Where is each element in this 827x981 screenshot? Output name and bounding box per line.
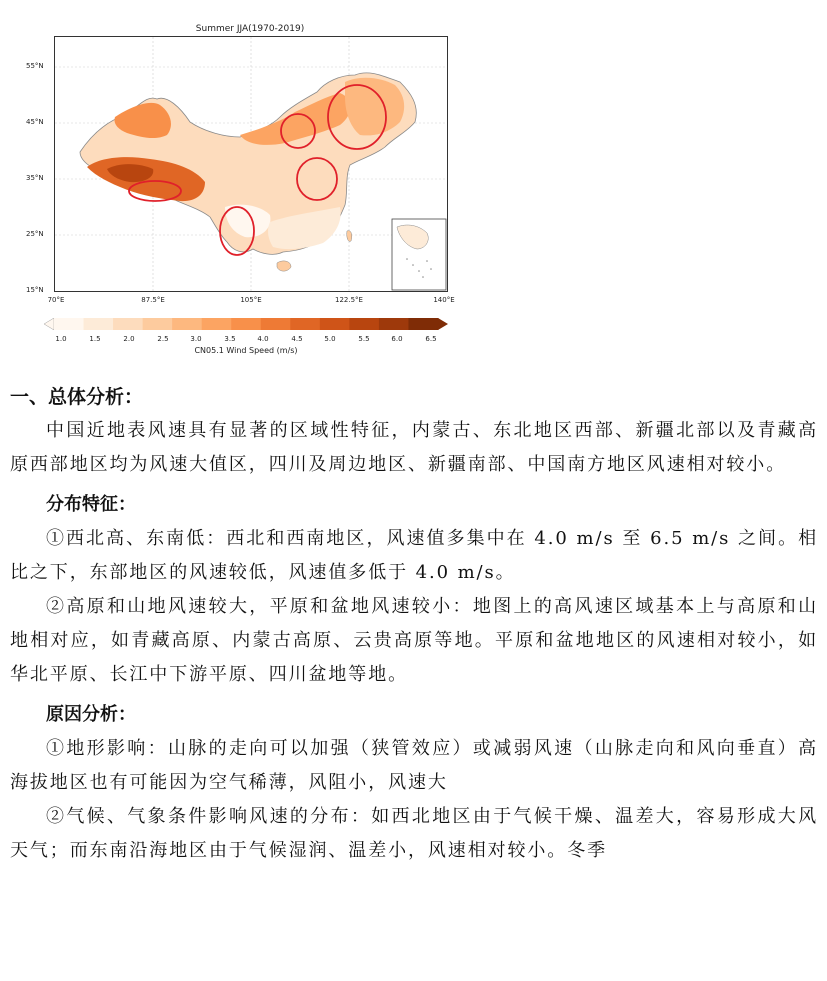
colorbar-tick: 1.0 — [55, 335, 67, 343]
x-tick-122-5: 122.5°E — [335, 296, 363, 304]
map-title: Summer JJA(1970-2019) — [195, 24, 305, 34]
colorbar-cell — [202, 318, 232, 330]
colorbar-tick: 4.5 — [291, 335, 303, 343]
colorbar-cell — [320, 318, 350, 330]
x-tick-87-5: 87.5°E — [141, 296, 165, 304]
south-china-sea-inset — [392, 219, 446, 290]
y-tick-25: 25°N — [26, 230, 44, 238]
colorbar-cell — [143, 318, 173, 330]
y-tick-55: 55°N — [26, 62, 44, 70]
colorbar-min-arrow — [44, 318, 54, 330]
x-tick-140: 140°E — [433, 296, 455, 304]
y-tick-35: 35°N — [26, 174, 44, 182]
colorbar-cell — [231, 318, 261, 330]
colorbar-tick: 3.5 — [224, 335, 236, 343]
colorbar-cell — [379, 318, 409, 330]
colorbar-label: CN05.1 Wind Speed (m/s) — [194, 346, 298, 355]
overall-intro-paragraph: 中国近地表风速具有显著的区域性特征，内蒙古、东北地区西部、新疆北部以及青藏高原西部地区均为风速大值区，四川及周边地区、新疆南部、中国南方地区风速相对较小。 — [10, 420, 818, 475]
colorbar-cell — [290, 318, 320, 330]
hainan-island — [277, 261, 291, 271]
colorbar-cells — [54, 318, 439, 330]
colorbar-tick: 4.0 — [257, 335, 269, 343]
colorbar-cell — [172, 318, 202, 330]
colorbar-tick: 6.5 — [425, 335, 437, 343]
causes-point-2: ②气候、气象条件影响风速的分布：如西北地区由于气候干燥、温差大，容易形成大风天气；而东南沿海地区由于气候湿润、温差小，风速相对较小。冬季 — [10, 806, 818, 861]
distribution-heading: 分布特征： — [46, 494, 136, 515]
causes-heading: 原因分析： — [46, 704, 136, 725]
colorbar-tick: 5.5 — [358, 335, 370, 343]
y-tick-15: 15°N — [26, 286, 44, 294]
colorbar-tick: 6.0 — [391, 335, 403, 343]
section-heading-overall: 一、总体分析： — [10, 386, 144, 408]
causes-point-1: ①地形影响：山脉的走向可以加强（狭管效应）或减弱风速（山脉走向和风向垂直）高海拔地区也有可能因为空气稀薄，风阻小，风速大 — [10, 738, 818, 793]
china-wind-map — [55, 37, 447, 291]
colorbar-cell — [408, 318, 438, 330]
colorbar-cell — [54, 318, 84, 330]
colorbar-cell — [113, 318, 143, 330]
colorbar-tick: 5.0 — [324, 335, 336, 343]
colorbar-cell — [349, 318, 379, 330]
x-tick-70: 70°E — [47, 296, 65, 304]
taiwan-island — [347, 231, 352, 242]
colorbar — [44, 318, 448, 330]
map-frame — [54, 36, 448, 292]
x-tick-105: 105°E — [240, 296, 262, 304]
colorbar-max-arrow — [438, 318, 448, 330]
distribution-point-2: ②高原和山地风速较大，平原和盆地风速较小：地图上的高风速区域基本上与高原和山地相对应，如青藏高原、内蒙古高原、云贵高原等地。平原和盆地地区的风速相对较小，如华北平原、长江中下游平原、四川盆地等地。 — [10, 596, 818, 685]
y-tick-45: 45°N — [26, 118, 44, 126]
colorbar-cell — [261, 318, 291, 330]
colorbar-tick: 3.0 — [190, 335, 202, 343]
colorbar-tick: 1.5 — [89, 335, 101, 343]
analysis-text — [10, 380, 818, 868]
distribution-point-1: ①西北高、东南低：西北和西南地区，风速值多集中在 4.0 m/s 至 6.5 m/s 之间。相比之下，东部地区的风速较低，风速值多低于 4.0 m/s。 — [10, 528, 818, 583]
colorbar-tick: 2.0 — [123, 335, 135, 343]
colorbar-tick: 2.5 — [157, 335, 169, 343]
colorbar-cell — [84, 318, 114, 330]
wind-speed-map-figure — [0, 0, 827, 370]
